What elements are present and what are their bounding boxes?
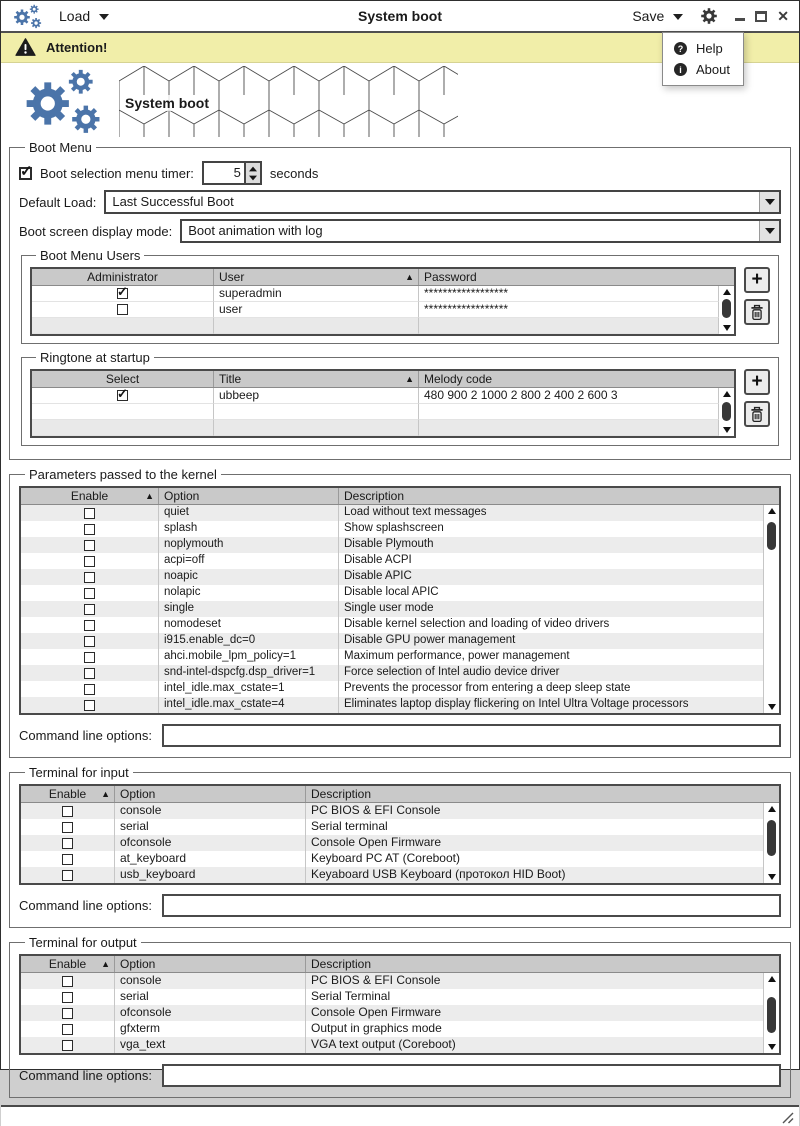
cmdline-label: Command line options:	[19, 728, 152, 743]
terminal-input-rows	[21, 803, 764, 883]
scrollbar-track[interactable]	[764, 815, 779, 871]
terminal-input-cmdline-input[interactable]	[162, 894, 781, 917]
plus-icon: +	[751, 268, 763, 290]
combo-dropdown-button[interactable]	[759, 221, 779, 241]
cell-enable[interactable]	[21, 973, 115, 989]
empty-cell[interactable]	[214, 318, 419, 334]
table-row[interactable]	[21, 835, 764, 851]
row-checkbox[interactable]	[62, 838, 73, 849]
table-row[interactable]	[21, 601, 764, 617]
cell-title[interactable]: ubbeep	[214, 388, 419, 404]
table-row[interactable]	[21, 505, 764, 521]
cell-description[interactable]: Single user mode	[339, 601, 764, 617]
cell-description[interactable]: Disable ACPI	[339, 553, 764, 569]
timer-label: Boot selection menu timer:	[40, 165, 194, 181]
sort-ascending-icon: ▲	[405, 272, 414, 282]
row-checkbox[interactable]	[84, 620, 95, 631]
cell-description[interactable]: Disable GPU power management	[339, 633, 764, 649]
row-checkbox[interactable]	[84, 636, 95, 647]
cell-enable[interactable]	[21, 867, 115, 883]
row-checkbox[interactable]	[84, 572, 95, 583]
row-checkbox[interactable]	[62, 806, 73, 817]
cell-enable[interactable]	[21, 697, 159, 713]
kernel-params-section	[9, 467, 791, 758]
cell-select[interactable]	[32, 388, 214, 404]
empty-cell[interactable]	[419, 318, 719, 334]
cell-description[interactable]: Eliminates laptop display flickering on Intel Ultra Voltage processors	[339, 697, 764, 713]
column-header-melody[interactable]: Melody code	[424, 372, 493, 386]
kernel-params-rows	[21, 505, 764, 713]
cell-enable[interactable]	[21, 819, 115, 835]
terminal-input-section	[9, 765, 791, 928]
empty-cell[interactable]	[214, 420, 419, 436]
table-row[interactable]	[21, 1005, 764, 1021]
close-button[interactable]: ✕	[777, 8, 789, 24]
row-checkbox[interactable]	[62, 1040, 73, 1051]
empty-table-row[interactable]	[32, 420, 719, 436]
column-header-password[interactable]: Password	[424, 270, 477, 284]
table-row[interactable]	[21, 1021, 764, 1037]
table-row[interactable]	[21, 585, 764, 601]
cell-user[interactable]: superadmin	[214, 286, 419, 302]
cmdline-label: Command line options:	[19, 898, 152, 913]
save-menu-button[interactable]	[632, 8, 683, 24]
maximize-button[interactable]	[755, 11, 767, 22]
sort-ascending-icon: ▲	[145, 491, 154, 501]
cell-admin[interactable]	[32, 302, 214, 318]
cell-description[interactable]: Keyboard PC AT (Coreboot)	[306, 851, 764, 867]
sort-ascending-icon: ▲	[101, 959, 110, 969]
scrollbar-thumb[interactable]	[722, 299, 731, 318]
scrollbar-thumb[interactable]	[722, 402, 731, 421]
resize-grip[interactable]	[780, 1110, 794, 1124]
cell-enable[interactable]	[21, 681, 159, 697]
delete-row-button[interactable]	[744, 299, 770, 325]
cell-option[interactable]: nolapic	[159, 585, 339, 601]
scrollbar-thumb[interactable]	[767, 997, 776, 1033]
timer-checkbox[interactable]	[19, 167, 32, 180]
cell-melody[interactable]: 480 900 2 1000 2 800 2 400 2 600 3	[419, 388, 719, 404]
empty-cell[interactable]	[419, 404, 719, 420]
column-header-enable[interactable]: Enable ▲	[21, 488, 159, 504]
cell-enable[interactable]	[21, 1021, 115, 1037]
cell-option[interactable]: single	[159, 601, 339, 617]
vertical-scrollbar[interactable]	[719, 388, 734, 436]
menu-item-help[interactable]	[663, 38, 743, 59]
cell-admin[interactable]	[32, 286, 214, 302]
column-header-description[interactable]: Description	[311, 957, 372, 971]
delete-row-button[interactable]	[744, 401, 770, 427]
row-checkbox[interactable]	[84, 668, 95, 679]
cell-description[interactable]: PC BIOS & EFI Console	[306, 803, 764, 819]
column-header-user[interactable]: User ▲	[214, 269, 419, 285]
terminal-output-table	[19, 954, 781, 1055]
cell-enable[interactable]	[21, 505, 159, 521]
table-row[interactable]	[21, 537, 764, 553]
cell-option[interactable]: acpi=off	[159, 553, 339, 569]
table-row[interactable]	[21, 521, 764, 537]
cell-description[interactable]: VGA text output (Coreboot)	[306, 1037, 764, 1053]
terminal-input-table	[19, 784, 781, 885]
empty-cell[interactable]	[32, 404, 214, 420]
cell-option[interactable]: gfxterm	[115, 1021, 306, 1037]
status-bar	[1, 1105, 799, 1126]
table-row[interactable]	[21, 697, 764, 713]
cell-enable[interactable]	[21, 1037, 115, 1053]
column-header-option[interactable]: Option	[159, 488, 339, 504]
cell-enable[interactable]	[21, 803, 115, 819]
cell-description[interactable]: Serial Terminal	[306, 989, 764, 1005]
cell-description[interactable]: Maximum performance, power management	[339, 649, 764, 665]
terminal-output-rows	[21, 973, 764, 1053]
cell-option[interactable]: ofconsole	[115, 1005, 306, 1021]
row-checkbox[interactable]	[84, 588, 95, 599]
cell-password[interactable]: ******************	[419, 302, 719, 318]
about-icon: i	[674, 63, 687, 76]
scrollbar-down-button[interactable]	[719, 424, 734, 436]
add-row-button[interactable]	[744, 369, 770, 395]
users-table-rows	[32, 286, 719, 334]
column-header-enable[interactable]: Enable ▲	[21, 786, 115, 802]
scrollbar-down-button[interactable]	[764, 871, 779, 883]
load-menu-label: Load	[59, 8, 91, 24]
row-checkbox[interactable]	[84, 700, 95, 711]
cell-option[interactable]: serial	[115, 989, 306, 1005]
minimize-button[interactable]	[735, 18, 745, 21]
cell-option[interactable]: nomodeset	[159, 617, 339, 633]
cell-option[interactable]: i915.enable_dc=0	[159, 633, 339, 649]
cell-enable[interactable]	[21, 521, 159, 537]
row-checkbox[interactable]	[84, 556, 95, 567]
spin-down-icon[interactable]	[249, 175, 257, 180]
cell-option[interactable]: intel_idle.max_cstate=1	[159, 681, 339, 697]
cell-user[interactable]: user	[214, 302, 419, 318]
row-checkbox[interactable]	[84, 524, 95, 535]
row-checkbox[interactable]	[117, 390, 128, 401]
table-row[interactable]	[21, 569, 764, 585]
timer-value: 5	[233, 165, 241, 180]
column-header-option[interactable]: Option	[115, 786, 306, 802]
boot-menu-users-section	[21, 248, 779, 344]
menu-item-about[interactable]	[663, 59, 743, 80]
table-row[interactable]	[21, 973, 764, 989]
brand-title: System boot	[122, 95, 212, 111]
scrollbar-track[interactable]	[719, 298, 734, 322]
table-row[interactable]	[21, 803, 764, 819]
cell-description[interactable]: Serial terminal	[306, 819, 764, 835]
cell-description[interactable]: Disable local APIC	[339, 585, 764, 601]
cell-description[interactable]: Disable APIC	[339, 569, 764, 585]
display-mode-value: Boot animation with log	[188, 223, 323, 238]
scrollbar-up-button[interactable]	[764, 973, 779, 985]
table-row[interactable]	[32, 302, 719, 318]
cell-option[interactable]: console	[115, 973, 306, 989]
cell-option[interactable]: snd-intel-dspcfg.dsp_driver=1	[159, 665, 339, 681]
table-row[interactable]	[32, 388, 719, 404]
cell-password[interactable]: ******************	[419, 286, 719, 302]
ringtone-legend: Ringtone at startup	[40, 350, 150, 365]
cell-option[interactable]: at_keyboard	[115, 851, 306, 867]
scrollbar-down-button[interactable]	[764, 701, 779, 713]
warning-icon	[15, 38, 36, 57]
column-header-option[interactable]: Option	[115, 956, 306, 972]
scrollbar-track[interactable]	[764, 517, 779, 701]
row-checkbox[interactable]	[117, 304, 128, 315]
cell-option[interactable]: usb_keyboard	[115, 867, 306, 883]
cell-enable[interactable]	[21, 649, 159, 665]
cell-description[interactable]: Keyaboard USB Keyboard (протокол HID Boot)	[306, 867, 764, 883]
row-checkbox[interactable]	[84, 508, 95, 519]
ringtone-table-rows	[32, 388, 719, 436]
table-row[interactable]	[21, 851, 764, 867]
vertical-scrollbar[interactable]	[764, 973, 779, 1053]
default-load-combobox[interactable]	[104, 190, 781, 214]
scrollbar-thumb[interactable]	[767, 522, 776, 550]
table-row[interactable]	[21, 867, 764, 883]
row-checkbox[interactable]	[62, 1008, 73, 1019]
row-checkbox[interactable]	[62, 870, 73, 881]
timer-spinner[interactable]	[202, 161, 262, 185]
cell-enable[interactable]	[21, 989, 115, 1005]
kernel-params-legend: Parameters passed to the kernel	[29, 467, 217, 482]
menu-item-label: About	[696, 62, 730, 77]
cell-option[interactable]: serial	[115, 819, 306, 835]
cell-enable[interactable]	[21, 537, 159, 553]
cell-description[interactable]: Console Open Firmware	[306, 835, 764, 851]
scrollbar-track[interactable]	[719, 400, 734, 424]
load-menu-button[interactable]	[59, 8, 109, 24]
cmdline-label: Command line options:	[19, 1068, 152, 1083]
table-row[interactable]	[21, 665, 764, 681]
combo-dropdown-button[interactable]	[759, 192, 779, 212]
plus-icon: +	[751, 370, 763, 392]
display-mode-label: Boot screen display mode:	[19, 223, 173, 239]
scrollbar-up-button[interactable]	[764, 803, 779, 815]
row-checkbox[interactable]	[84, 604, 95, 615]
column-header-description[interactable]: Description	[344, 489, 405, 503]
cell-description[interactable]: PC BIOS & EFI Console	[306, 973, 764, 989]
cell-enable[interactable]	[21, 617, 159, 633]
users-table	[30, 267, 736, 336]
sort-ascending-icon: ▲	[405, 374, 414, 384]
scrollbar-down-button[interactable]	[719, 322, 734, 334]
scrollbar-thumb[interactable]	[767, 820, 776, 856]
cell-option[interactable]: console	[115, 803, 306, 819]
scrollbar-track[interactable]	[764, 985, 779, 1041]
terminal-output-legend: Terminal for output	[29, 935, 137, 950]
cell-description[interactable]: Output in graphics mode	[306, 1021, 764, 1037]
app-logo	[23, 68, 105, 135]
empty-table-row[interactable]	[32, 318, 719, 334]
add-row-button[interactable]	[744, 267, 770, 293]
terminal-input-legend: Terminal for input	[29, 765, 129, 780]
kernel-cmdline-input[interactable]	[162, 724, 781, 747]
scrollbar-up-button[interactable]	[719, 286, 734, 298]
vertical-scrollbar[interactable]	[719, 286, 734, 334]
column-header-enable[interactable]: Enable ▲	[21, 956, 115, 972]
column-header-title[interactable]: Title ▲	[214, 371, 419, 387]
help-icon: ?	[674, 42, 687, 55]
row-checkbox[interactable]	[62, 854, 73, 865]
row-checkbox[interactable]	[117, 288, 128, 299]
cell-option[interactable]: intel_idle.max_cstate=4	[159, 697, 339, 713]
column-header-select[interactable]: Select	[32, 371, 214, 387]
cell-option[interactable]: noapic	[159, 569, 339, 585]
cell-option[interactable]: vga_text	[115, 1037, 306, 1053]
table-row[interactable]	[21, 553, 764, 569]
row-checkbox[interactable]	[84, 652, 95, 663]
cell-option[interactable]: quiet	[159, 505, 339, 521]
chevron-down-icon	[673, 14, 683, 20]
cell-enable[interactable]	[21, 1005, 115, 1021]
scrollbar-down-button[interactable]	[764, 1041, 779, 1053]
app-dropdown-menu	[662, 32, 744, 86]
empty-cell[interactable]	[214, 404, 419, 420]
cell-enable[interactable]	[21, 835, 115, 851]
boot-menu-legend: Boot Menu	[29, 140, 92, 155]
vertical-scrollbar[interactable]	[764, 505, 779, 713]
cell-enable[interactable]	[21, 851, 115, 867]
column-header-administrator[interactable]: Administrator	[32, 269, 214, 285]
table-row[interactable]	[21, 989, 764, 1005]
spin-up-icon[interactable]	[249, 166, 257, 171]
cell-option[interactable]: splash	[159, 521, 339, 537]
cell-enable[interactable]	[21, 601, 159, 617]
display-mode-combobox[interactable]	[180, 219, 781, 243]
empty-table-row[interactable]	[32, 404, 719, 420]
trash-icon	[749, 304, 765, 321]
app-gears-icon	[13, 4, 43, 29]
chevron-down-icon	[765, 228, 775, 234]
empty-cell[interactable]	[32, 420, 214, 436]
table-row[interactable]	[21, 681, 764, 697]
cell-description[interactable]: Disable kernel selection and loading of video drivers	[339, 617, 764, 633]
table-row[interactable]	[21, 649, 764, 665]
cell-enable[interactable]	[21, 633, 159, 649]
row-checkbox[interactable]	[62, 1024, 73, 1035]
row-checkbox[interactable]	[62, 992, 73, 1003]
cell-description[interactable]: Show splashscreen	[339, 521, 764, 537]
column-header-description[interactable]: Description	[311, 787, 372, 801]
cell-description[interactable]: Disable Plymouth	[339, 537, 764, 553]
cell-enable[interactable]	[21, 553, 159, 569]
table-row[interactable]	[32, 286, 719, 302]
default-load-value: Last Successful Boot	[112, 194, 234, 209]
empty-cell[interactable]	[419, 420, 719, 436]
row-checkbox[interactable]	[84, 684, 95, 695]
ringtone-section	[21, 350, 779, 446]
empty-cell[interactable]	[32, 318, 214, 334]
cell-option[interactable]: ahci.mobile_lpm_policy=1	[159, 649, 339, 665]
terminal-output-cmdline-input[interactable]	[162, 1064, 781, 1087]
scrollbar-up-button[interactable]	[764, 505, 779, 517]
users-legend: Boot Menu Users	[40, 248, 141, 263]
cell-option[interactable]: ofconsole	[115, 835, 306, 851]
scrollbar-up-button[interactable]	[719, 388, 734, 400]
table-row[interactable]	[21, 1037, 764, 1053]
settings-gear-button[interactable]	[700, 7, 718, 25]
row-checkbox[interactable]	[62, 976, 73, 987]
terminal-output-section	[9, 935, 791, 1098]
cell-enable[interactable]	[21, 665, 159, 681]
cell-description[interactable]: Prevents the processor from entering a deep sleep state	[339, 681, 764, 697]
timer-unit-label: seconds	[269, 165, 319, 181]
cell-description[interactable]: Force selection of Intel audio device driver	[339, 665, 764, 681]
table-row[interactable]	[21, 633, 764, 649]
attention-label: Attention!	[46, 40, 108, 55]
chevron-down-icon	[765, 199, 775, 205]
cell-description[interactable]: Console Open Firmware	[306, 1005, 764, 1021]
default-load-label: Default Load:	[19, 194, 97, 210]
vertical-scrollbar[interactable]	[764, 803, 779, 883]
save-menu-label: Save	[632, 8, 665, 24]
row-checkbox[interactable]	[84, 540, 95, 551]
cell-enable[interactable]	[21, 585, 159, 601]
menu-item-label: Help	[696, 41, 723, 56]
window-title: System boot	[357, 8, 442, 24]
title-bar	[1, 1, 799, 33]
boot-menu-section	[9, 140, 791, 460]
ringtone-table	[30, 369, 736, 438]
row-checkbox[interactable]	[62, 822, 73, 833]
table-row[interactable]	[21, 819, 764, 835]
trash-icon	[749, 406, 765, 423]
cell-description[interactable]: Load without text messages	[339, 505, 764, 521]
sort-ascending-icon: ▲	[101, 789, 110, 799]
kernel-params-table	[19, 486, 781, 715]
cell-enable[interactable]	[21, 569, 159, 585]
cell-option[interactable]: noplymouth	[159, 537, 339, 553]
table-row[interactable]	[21, 617, 764, 633]
chevron-down-icon	[99, 14, 109, 20]
